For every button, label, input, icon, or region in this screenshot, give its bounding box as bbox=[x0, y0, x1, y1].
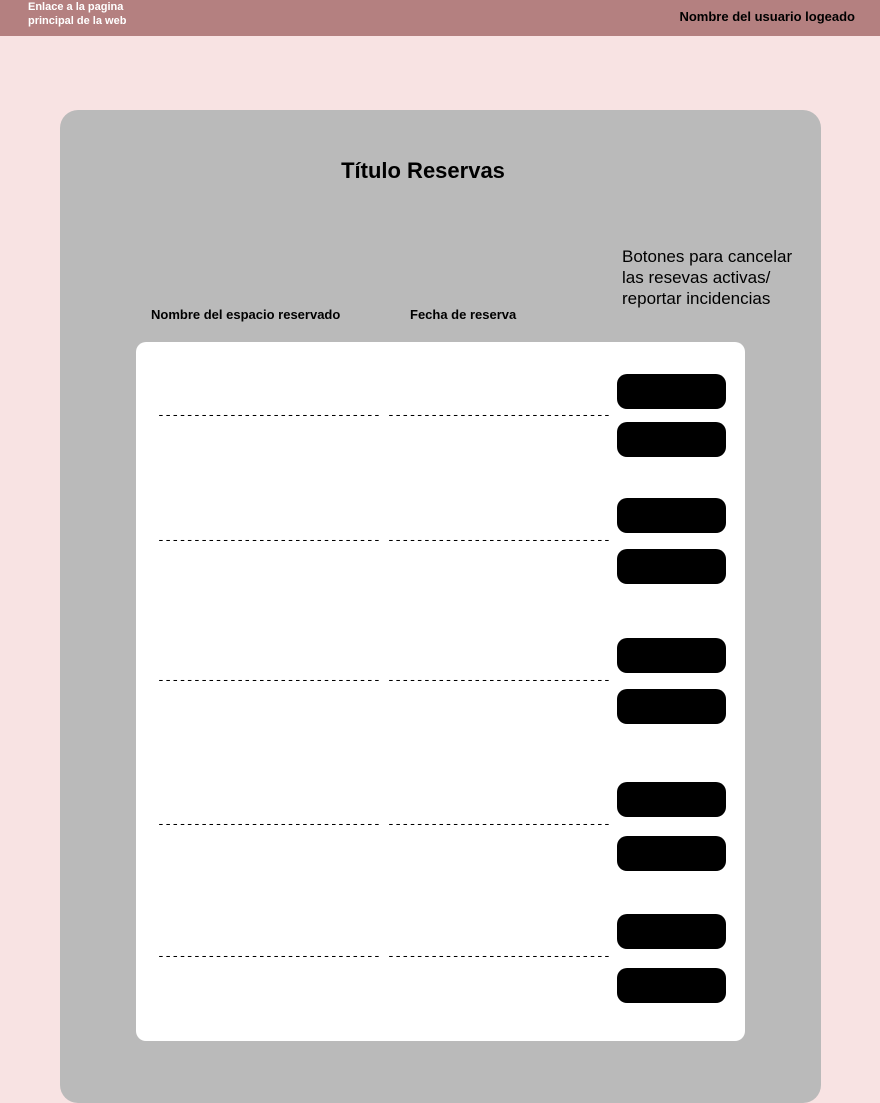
reservation-date-cell: ------------------------------- bbox=[387, 949, 611, 964]
cancel-reservation-button[interactable] bbox=[617, 374, 726, 409]
space-name-cell: ------------------------------- bbox=[157, 817, 381, 832]
logged-user-name: Nombre del usuario logeado bbox=[679, 9, 855, 24]
top-bar bbox=[0, 0, 880, 36]
report-incident-button[interactable] bbox=[617, 422, 726, 457]
report-incident-button[interactable] bbox=[617, 549, 726, 584]
space-name-cell: ------------------------------- bbox=[157, 408, 381, 423]
reservation-date-cell: ------------------------------- bbox=[387, 408, 611, 423]
report-incident-button[interactable] bbox=[617, 689, 726, 724]
report-incident-button[interactable] bbox=[617, 836, 726, 871]
reservation-date-cell: ------------------------------- bbox=[387, 673, 611, 688]
space-name-cell: ------------------------------- bbox=[157, 673, 381, 688]
cancel-reservation-button[interactable] bbox=[617, 498, 726, 533]
cancel-reservation-button[interactable] bbox=[617, 782, 726, 817]
reservation-date-cell: ------------------------------- bbox=[387, 533, 611, 548]
space-name-cell: ------------------------------- bbox=[157, 949, 381, 964]
cancel-reservation-button[interactable] bbox=[617, 638, 726, 673]
column-header-space-name: Nombre del espacio reservado bbox=[151, 307, 341, 322]
reservations-table bbox=[136, 342, 745, 1041]
home-link[interactable]: Enlace a la pagina principal de la web bbox=[28, 1, 127, 27]
cancel-reservation-button[interactable] bbox=[617, 914, 726, 949]
buttons-note: Botones para cancelar las resevas activas/ reportar incidencias bbox=[622, 247, 793, 308]
report-incident-button[interactable] bbox=[617, 968, 726, 1003]
column-header-reservation-date: Fecha de reserva bbox=[410, 307, 517, 322]
page-title: Título Reservas bbox=[341, 158, 505, 183]
reservation-date-cell: ------------------------------- bbox=[387, 817, 611, 832]
space-name-cell: ------------------------------- bbox=[157, 533, 381, 548]
